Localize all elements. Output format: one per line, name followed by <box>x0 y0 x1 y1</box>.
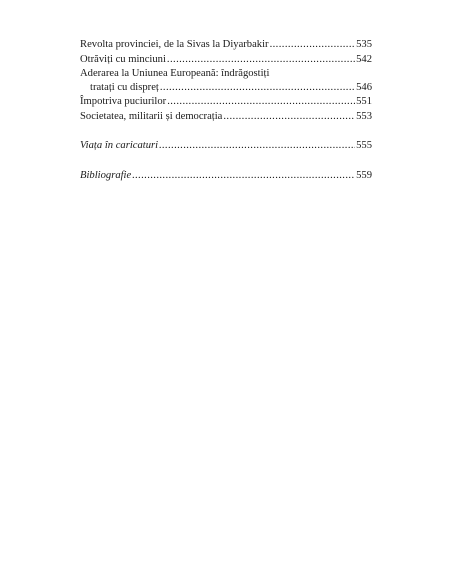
toc-section-title: Viața în caricaturi <box>80 140 159 151</box>
toc-entry[interactable] <box>80 95 372 109</box>
toc-entry-title: Revolta provinciei, de la Sivas la Diyarbakir <box>80 39 269 50</box>
dot-leader <box>167 95 355 109</box>
toc-entry[interactable] <box>80 110 372 124</box>
toc-section-entry[interactable] <box>80 139 372 153</box>
toc-entry-page: 551 <box>356 96 372 107</box>
toc-entry-page: 542 <box>356 53 372 65</box>
toc-section-entry[interactable] <box>80 169 372 183</box>
dot-leader <box>167 53 355 67</box>
toc-entry-line2 <box>80 81 372 95</box>
table-of-contents <box>80 38 372 182</box>
toc-entry-title-line1: Aderarea la Uniunea Europeană: îndrăgostiți <box>80 68 270 79</box>
dot-leader <box>270 38 356 52</box>
toc-section-page: 559 <box>356 169 372 181</box>
toc-entry-title: Otrăviți cu minciuni <box>80 53 166 65</box>
toc-entry[interactable] <box>80 67 372 94</box>
dot-leader <box>132 169 355 183</box>
toc-entry-title-line2: tratați cu dispreț <box>90 81 159 93</box>
dot-leader <box>223 110 355 124</box>
dot-leader <box>160 81 355 95</box>
toc-entry-page: 546 <box>356 81 372 93</box>
toc-entry-title: Împotriva puciurilor <box>80 96 167 107</box>
toc-entry[interactable] <box>80 38 372 52</box>
dot-leader <box>159 139 355 153</box>
toc-entry-page: 535 <box>356 39 372 50</box>
toc-section-page: 555 <box>356 140 372 151</box>
toc-entry-title: Societatea, militarii și democrația <box>80 110 223 122</box>
toc-entry[interactable] <box>80 53 372 67</box>
toc-entry-page: 553 <box>356 110 372 122</box>
toc-section-title: Bibliografie <box>80 169 132 181</box>
